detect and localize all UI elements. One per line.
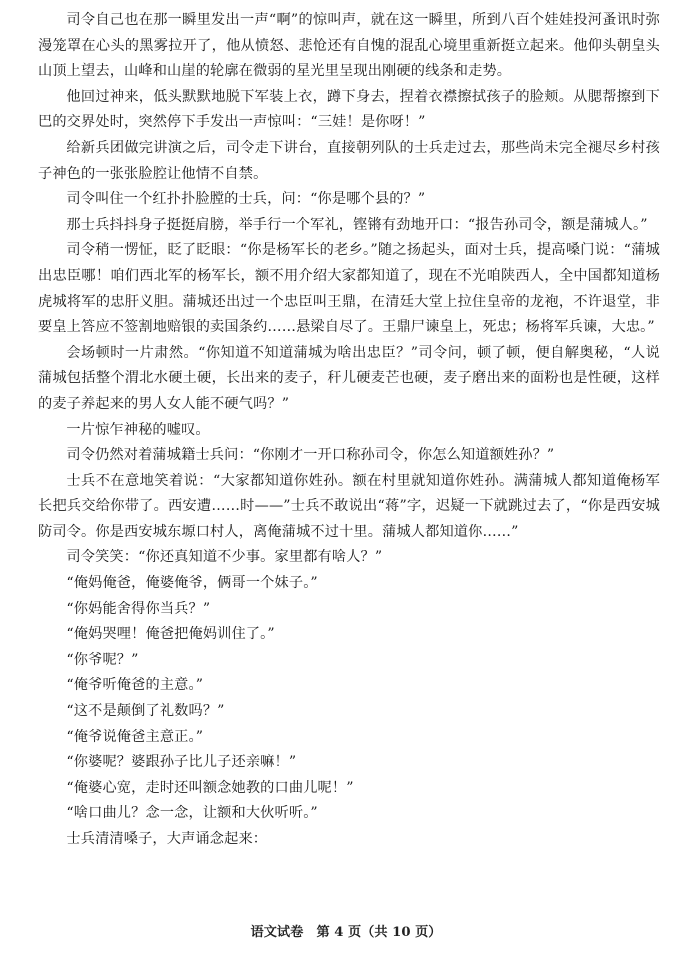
paragraph: 给新兵团做完讲演之后，司令走下讲台，直接朝列队的士兵走过去，那些尚未完全褪尽乡村孩子神色的一张张脸腔让他情不自禁。 [38,139,660,182]
paragraph: “你婆呢？婆跟孙子比儿子还亲嘛！” [66,754,297,771]
paragraph: 司令稍一愣怔，眨了眨眼：“你是杨军长的老乡。”随之扬起头，面对士兵，提高嗓门说：“蒲城出忠臣哪！咱们西北军的杨军长，额不用介绍大家都知道了，现在不光咱陕西人，全中国都知道杨虎城将军的忠肝义胆。蒲城还出过一个忠臣叫王鼎，在清廷大堂上拉住皇帝的龙袍，不许退堂，非要皇上答应不签割地赔银的卖国条约……悬梁自尽了。王鼎尸谏皇上，死忠；杨将军兵谏，大忠。” [38,242,660,336]
paragraph: “俺妈俺爸，俺婆俺爷，俩哥一个妹子。” [66,575,318,592]
paragraph: 司令自己也在那一瞬里发出一声“啊”的惊叫声，就在这一瞬里，所到八百个娃娃投河蚤讯时弥漫笼罩在心头的黑雾拉开了，他从愤怒、悲怆还有自愧的混乱心境里重新挺立起来。他仰头朝皇头山顶上望去，山峰和山崖的轮廓在微弱的星光里呈现出刚硬的线条和走势。 [38,12,660,80]
paragraph: 司令仍然对着蒲城籍士兵问：“你刚才一开口称孙司令，你怎么知道额姓孙？” [66,447,555,464]
passage-body [38,8,660,853]
paragraph: 司令笑笑：“你还真知道不少事。家里都有啥人？” [66,549,383,566]
paragraph: “啥口曲儿？念一念，让额和大伙听听。” [66,805,318,822]
page-footer: 语文试卷 第 4 页（共 10 页） [250,925,442,940]
paragraph: 司令叫住一个红扑扑脸膛的士兵，问：“你是哪个县的？” [66,191,426,208]
paragraph: 士兵清清嗓子，大声诵念起来： [66,831,268,847]
paragraph: “俺爷听俺爸的主意。” [66,677,204,694]
paragraph: 他回过神来，低头默默地脱下军装上衣，蹲下身去，捏着衣襟擦拭孩子的脸颊。从腮帮擦到下巴的交界处时，突然停下手发出一声惊叫：“三娃！是你呀！” [38,88,660,131]
paragraph: “俺婆心宽，走时还叫额念她教的口曲儿呢！” [66,779,354,796]
paragraph: 会场顿时一片肃然。“你知道不知道蒲城为啥出忠臣？”司令问，顿了顿，便自解奥秘，“人说蒲城包括整个渭北水硬土硬，长出来的麦子，秆儿硬麦芒也硬，麦子磨出来的面粉也是性硬，这样的麦子养起来的男人女人能不硬气吗？” [38,344,660,412]
paragraph: “你爷呢？” [66,651,139,668]
paragraph: “俺妈哭哩！俺爸把俺妈训住了。” [66,626,275,643]
paragraph: “你妈能舍得你当兵？” [66,600,211,617]
paragraph: “这不是颠倒了礼数吗？” [66,703,225,720]
paragraph: “俺爷说俺爸主意正。” [66,728,204,745]
paragraph: 一片惊乍神秘的嘘叹。 [66,421,210,438]
paragraph: 士兵不在意地笑着说：“大家都知道你姓孙。额在村里就知道你姓孙。满蒲城人都知道俺杨军长把兵交给你带了。西安遭……时——”士兵不敢说出“蒋”字，迟疑一下就跳过去了，“你是西安城防司令。你是西安城东塬口村人，离俺蒲城不过十里。蒲城人都知道你……” [38,472,660,540]
paragraph: 那士兵抖抖身子挺挺肩膀，举手行一个军礼，铿锵有劲地开口：“报告孙司令，额是蒲城人。” [66,216,648,233]
